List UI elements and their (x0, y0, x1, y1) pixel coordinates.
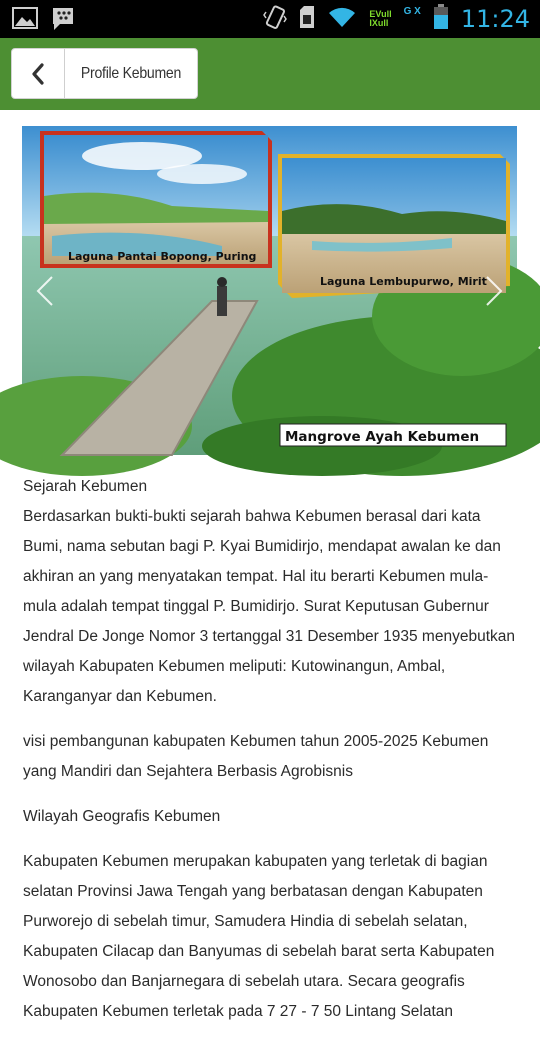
clock: 11:24 (460, 5, 530, 33)
geography-body: Kabupaten Kebumen merupakan kabupaten yang terletak di bagian selatan Provinsi Jawa Tengah yang berbatasan dengan Kabupaten Purworejo di sebelah timur, Samudera Hindia di sebelah selatan, Kabupaten Cilacap dan Banyumas di sebelah barat serta Kabupaten Wonosobo dan Banjarnegara di sebelah utara. Secara geografis Kabupaten Kebumen terletak pada 7 27 - 7 50 Lintang Selatan (23, 853, 495, 1020)
chevron-right-icon (479, 271, 509, 311)
svg-text:Laguna Lembupurwo, Mirit: Laguna Lembupurwo, Mirit (320, 275, 487, 288)
chevron-left-icon (30, 63, 46, 85)
inset-bopong (40, 131, 272, 268)
svg-text:Laguna Pantai Bopong, Puring: Laguna Pantai Bopong, Puring (68, 250, 257, 263)
back-button[interactable] (12, 49, 65, 98)
battery-icon (433, 4, 449, 35)
bbm-icon (50, 6, 76, 37)
sim-icon (299, 6, 315, 33)
image-carousel[interactable] (22, 126, 517, 455)
article-content (23, 472, 521, 1042)
signal-icon: EVull IXull (369, 9, 392, 28)
notification-icons (12, 6, 76, 37)
inset-lembupurwo (278, 154, 510, 298)
image-icon (12, 6, 38, 37)
vision-text: visi pembangunan kabupaten Kebumen tahun 2005-2025 Kebumen yang Mandiri dan Sejahtera Berbasis Agrobisnis (23, 733, 489, 780)
status-bar (0, 0, 540, 38)
carousel-next-button[interactable] (479, 271, 509, 311)
chevron-left-icon (30, 271, 60, 311)
vibrate-icon (263, 4, 287, 35)
data-icon: G X (403, 6, 421, 17)
history-body: Berdasarkan bukti-bukti sejarah bahwa Kebumen berasal dari kata Bumi, nama sebutan bagi P. Kyai Bumidirjo, mendapat awalan ke dan akhiran an yang menyatakan tempat. Hal itu berarti Kebumen mula-mula adalah tempat tinggal P. Bumidirjo. Surat Keputusan Gubernur Jendral De Jonge Nomor 3 tertanggal 31 Desember 1935 menyebutkan wilayah Kabupaten Kebumen meliputi: Kutowinangun, Ambal, Karanganyar dan Kebumen. (23, 508, 515, 705)
app-bar (0, 38, 540, 110)
page-title: Profile Kebumen (80, 64, 182, 82)
geography-title: Wilayah Geografis Kebumen (23, 808, 221, 825)
banner-image (22, 126, 517, 455)
wifi-icon (327, 5, 357, 34)
system-icons (263, 4, 530, 34)
banner-caption-bottom: Mangrove Ayah Kebumen (285, 429, 480, 445)
history-title: Sejarah Kebumen (23, 478, 148, 495)
carousel-prev-button[interactable] (30, 271, 60, 311)
nav-header (11, 48, 198, 99)
